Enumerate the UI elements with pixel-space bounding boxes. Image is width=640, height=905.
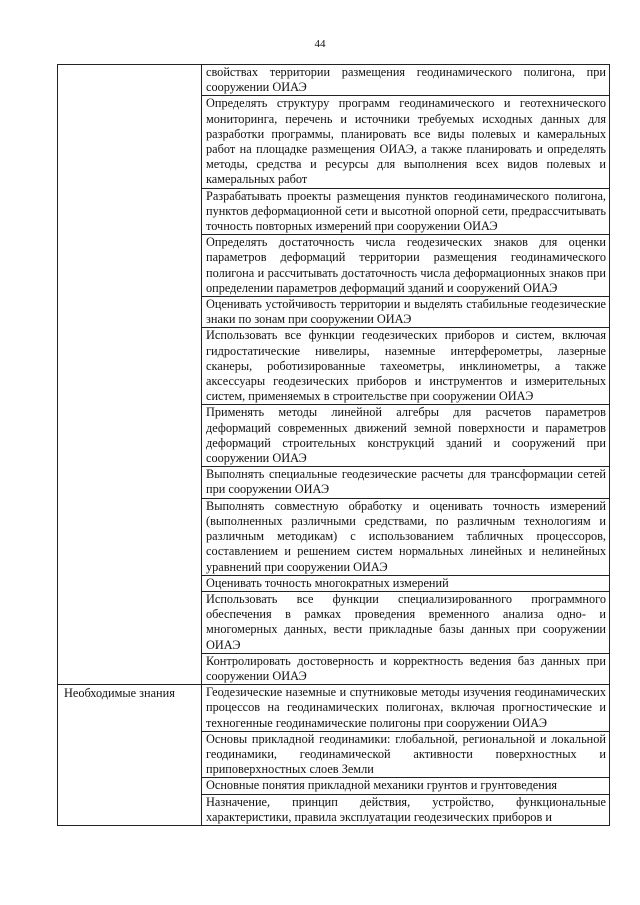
skill-cell: Выполнять совместную обработку и оценивать точность измерений (выполненных различными средствами, по различным технологиям и различным методикам) с использованием табличных процессоров, составлением и решением систем нормальных линейных и нелинейных уравнений при сооружении ОИАЭ — [202, 498, 610, 575]
skill-cell: Оценивать точность многократных измерений — [202, 575, 610, 591]
knowledge-cell: Основы прикладной геодинамики: глобальной, региональной и локальной геодинамики, геодинамической активности поверхностных и приповерхностных слоев Земли — [202, 731, 610, 778]
skill-cell: Определять структуру программ геодинамического и геотехнического мониторинга, перечень и источники требуемых исходных данных для разработки программы, планировать все виды полевых и камеральных работ на площадке размещения ОИАЭ, а также планировать и определять методы, средства и ресурсы для выполнения всех видов полевых и камеральных работ — [202, 96, 610, 188]
knowledge-cell: Основные понятия прикладной механики грунтов и грунтоведения — [202, 778, 610, 794]
table-row — [58, 65, 610, 96]
skill-cell: Контролировать достоверность и корректность ведения баз данных при сооружении ОИАЭ — [202, 653, 610, 684]
knowledge-cell: Геодезические наземные и спутниковые методы изучения геодинамических процессов на геодинамических полигонах, включая прогностические и техногенные геодинамические полигоны при сооружении ОИАЭ — [202, 685, 610, 732]
knowledge-cell: Назначение, принцип действия, устройство, функциональные характеристики, правила эксплуатации геодезических приборов и — [202, 794, 610, 825]
skill-cell: Использовать все функции специализированного программного обеспечения в рамках проведения временного анализа одно- и многомерных данных, вести прикладные базы данных при сооружении ОИАЭ — [202, 591, 610, 653]
skill-cell: Выполнять специальные геодезические расчеты для трансформации сетей при сооружении ОИАЭ — [202, 467, 610, 498]
skill-cell: Оценивать устойчивость территории и выделять стабильные геодезические знаки по зонам при сооружении ОИАЭ — [202, 297, 610, 328]
skill-cell: Применять методы линейной алгебры для расчетов параметров деформаций современных движений земной поверхности и параметров деформаций строительных конструкций зданий и сооружений при сооружении ОИАЭ — [202, 405, 610, 467]
skill-cell: свойствах территории размещения геодинамического полигона, при сооружении ОИАЭ — [202, 65, 610, 96]
skill-cell: Определять достаточность числа геодезических знаков для оценки параметров деформаций территории размещения геодинамического полигона и рассчитывать достаточность числа деформационных знаков при определении параметров деформаций зданий и сооружений ОИАЭ — [202, 235, 610, 297]
knowledge-label: Необходимые знания — [58, 685, 202, 826]
empty-label-cell — [58, 65, 202, 685]
qualification-table — [57, 64, 610, 826]
skill-cell: Разрабатывать проекты размещения пунктов геодинамического полигона, пунктов деформационной сети и высотной опорной сети, предрассчитывать точность повторных измерений при сооружении ОИАЭ — [202, 188, 610, 235]
skill-cell: Использовать все функции геодезических приборов и систем, включая гидростатические нивелиры, наземные интерферометры, лазерные сканеры, роботизированные тахеометры, инклинометры, а также аксессуары геодезических приборов и инструментов и измерительных систем, применяемых в строительстве при сооружении ОИАЭ — [202, 328, 610, 405]
page-number: 44 — [314, 38, 326, 50]
table-row — [58, 685, 610, 732]
